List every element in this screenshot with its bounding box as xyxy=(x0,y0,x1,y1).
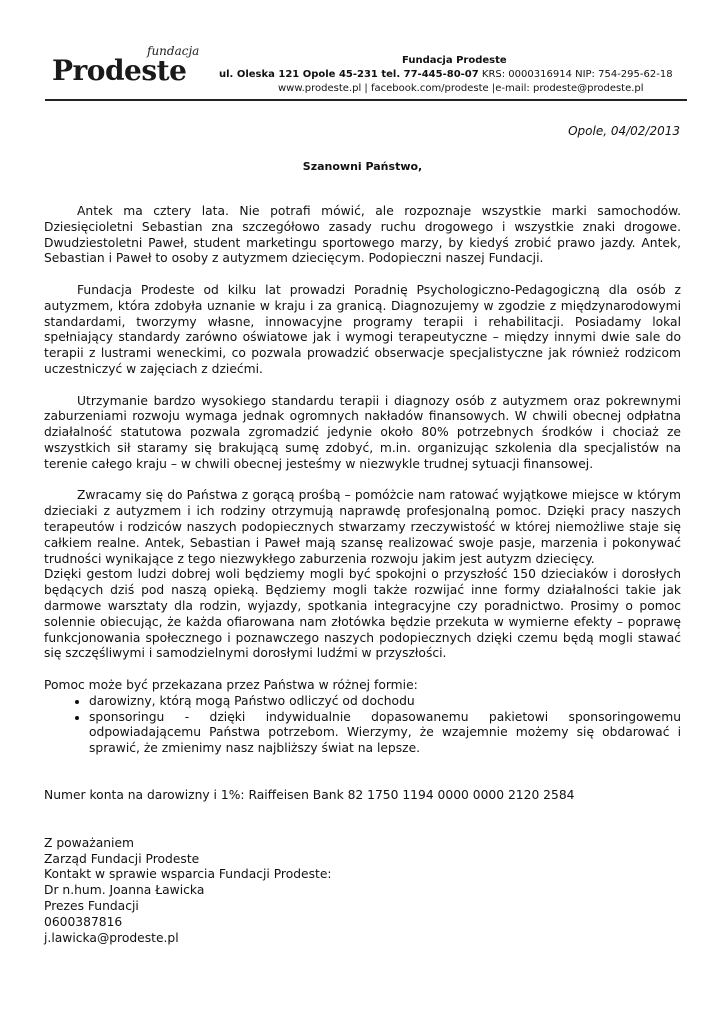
support-forms-list xyxy=(44,694,681,757)
list-item: • sponsoringu - dzięki indywidualnie dopasowanemu pakietowi sponsoringowemu odpowiadającemu Państwa potrzebom. Wierzymy, że wzajemnie możemy się obdarować i sprawić, że zmienimy nasz najbliższy świat na lepsze. xyxy=(89,710,681,757)
contact-title: Kontakt w sprawie wsparcia Fundacji Prodeste: xyxy=(44,867,332,882)
contact-phone: 0600387816 xyxy=(44,914,123,929)
logo-script-text: fundacja xyxy=(147,44,200,58)
logo-main-text: Prodeste xyxy=(52,54,187,87)
closing-regards: Z poważaniem xyxy=(44,835,134,850)
support-forms-intro: Pomoc może być przekazana przez Państwa w różnej formie: xyxy=(44,677,418,692)
contact-name: Dr n.hum. Joanna Ławicka xyxy=(44,883,205,898)
letterhead-divider xyxy=(45,99,687,101)
letterhead-web-contacts: www.prodeste.pl | facebook.com/prodeste |e-mail: prodeste@prodeste.pl xyxy=(278,83,644,94)
paragraph-5: Dzięki gestom ludzi dobrej woli będziemy mogli być spokojni o przyszłość 150 dzieciaków i dorosłych będących dziś pod naszą opieką. Będziemy mogli także rozwijać inne formy działalności takie jak darmowe warsztaty dla rodzin, wyjazdy, spotkania integracyjne czy poradnictwo. Prosimy o pomoc solennie obiecując, że każda ofiarowana nam złotówka będzie przekuta w wymierne efekty – poprawę funkcjonowania społecznego i poznawczego naszych podopiecznych dzięki czemu będą mogli stawać się szczęśliwymi i samodzielnymi dorosłymi ludźmi w przyszłości. xyxy=(44,567,681,661)
letter-date: Opole, 04/02/2013 xyxy=(568,124,680,138)
closing-signatory: Zarząd Fundacji Prodeste xyxy=(44,851,200,866)
letterhead-registry: KRS: 0000316914 NIP: 754-295-62-18 xyxy=(478,69,673,80)
list-item: • darowizny, którą mogą Państwo odliczyć od dochodu xyxy=(89,694,681,710)
contact-email: j.lawicka@prodeste.pl xyxy=(44,930,179,945)
letterhead-address-main: ul. Oleska 121 Opole 45-231 tel. 77-445-80-07 xyxy=(219,69,479,80)
contact-role: Prezes Fundacji xyxy=(44,899,139,914)
paragraph-3: Utrzymanie bardzo wysokiego standardu terapii i diagnozy osób z autyzmem oraz pokrewnymi zaburzeniami rozwoju wymaga jednak ogromnych nakładów finansowych. W chwili obecnej odpłatna działalność statutowa pozwala zgromadzić jedynie około 80% potrzebnych środków i chociaż ze wszystkich sił staramy się brakującą sumę zdobyć, m.in. organizując szkolenia dla specjalistów na terenie całego kraju – w chwili obecnej jesteśmy w niezwykle trudnej sytuacji finansowej. xyxy=(44,393,681,471)
bank-account: Numer konta na darowizny i 1%: Raiffeisen Bank 82 1750 1194 0000 0000 2120 2584 xyxy=(44,788,575,803)
paragraph-2: Fundacja Prodeste od kilku lat prowadzi Poradnię Psychologiczno-Pedagogiczną dla osób z autyzmem, która zdobyła uznanie w kraju i za granicą. Diagnozujemy w zgodzie z międzynarodowymi standardami, tworzymy własne, innowacyjne programy terapii i rehabilitacji. Posiadamy lokal spełniający standardy zarówno oświatowe jak i wymogi terapeutyczne – między innymi dwie sale do terapii z lustrami weneckimi, co pozwala prowadzić obserwacje specjalistyczne jak również rodzicom uczestniczyć w zajęciach z dziećmi. xyxy=(44,282,681,376)
paragraph-4: Zwracamy się do Państwa z gorącą prośbą – pomóżcie nam ratować wyjątkowe miejsce w którym dzieciaki z autyzmem i ich rodziny otrzymują naprawdę profesjonalną pomoc. Dzięki pracy naszych terapeutów i rodziców naszych podopiecznych stwarzamy rzeczywistość w której niemożliwe staje się całkiem realne. Antek, Sebastian i Paweł mają szansę realizować swoje pasje, marzenia i pokonywać trudności wynikające z tego niezwykłego zaburzenia rozwoju jakim jest autyzm dziecięcy. xyxy=(44,488,681,566)
letterhead-address xyxy=(219,68,673,81)
foundation-logo xyxy=(52,44,202,94)
letter-body xyxy=(44,204,681,946)
salutation: Szanowni Państwo, xyxy=(302,160,423,173)
paragraph-1: Antek ma cztery lata. Nie potrafi mówić, ale rozpoznaje wszystkie marki samochodów. Dziesięcioletni Sebastian zna szczegółowo zasady ruchu drogowego i wszystkie znaki drogowe. Dwudziestoletni Paweł, student marketingu sportowego marzy, by kiedyś zrobić prawo jazdy. Antek, Sebastian i Paweł to osoby z autyzmem dziecięcym. Podopieczni naszej Fundacji. xyxy=(44,204,681,266)
letterhead-org-name: Fundacja Prodeste xyxy=(402,55,507,66)
